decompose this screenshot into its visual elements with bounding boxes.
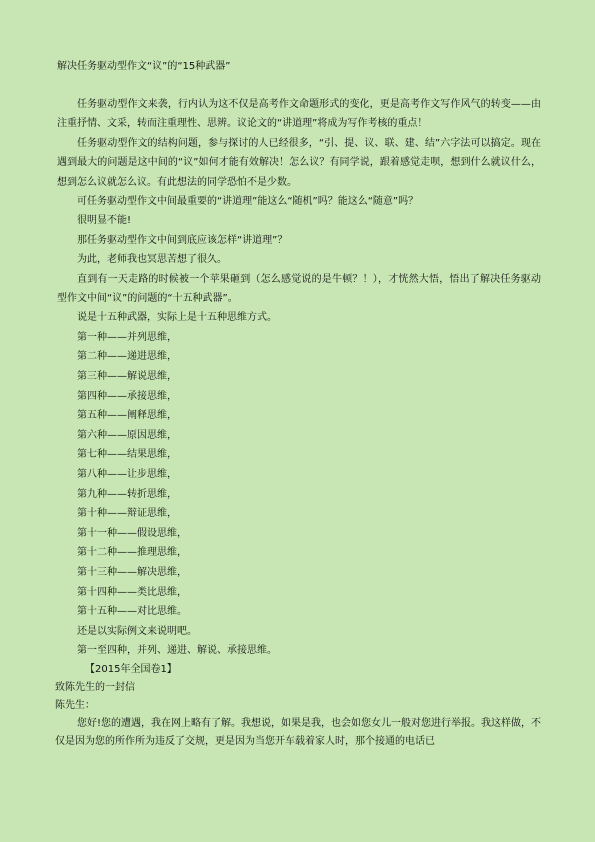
after-list-paragraph-2: 第一至四种，并列、递进、解说、承接思维。 [77,645,277,657]
exam-label: 【2015年全国卷1】 [85,663,177,675]
intro-paragraph-5: 那任务驱动型作文中间到底应该怎样“讲道理”？ [77,234,288,246]
intro-paragraph-7: 直到有一天走路的时候被一个苹果砸到（怎么感觉说的是牛顿？！），才恍然大悟，悟出了解决任务驱动型作文中间“议”的问题的“十五种武器”。 [57,273,541,305]
list-item: 第二种——递进思维， [77,351,177,363]
document-body [57,95,541,752]
list-item: 第十一种——假设思维， [77,527,187,539]
letter-paragraph: 您好!您的遭遇，我在网上略有了解。我想说，如果是我，也会如您女儿一般对您进行举报。我这样做，不仅是因为您的所作所为违反了交规，更是因为当您开车载着家人时，那个接通的电话已 [55,717,542,748]
list-item: 第十二种——推理思维， [77,547,187,559]
list-item: 第十五种——对比思维。 [77,606,187,618]
list-item: 第十四种——类比思维， [77,586,187,598]
intro-paragraph-3: 可任务驱动型作文中间最重要的“讲道理”能这么“随机”吗？能这么“随意”吗？ [77,196,419,208]
list-item: 第五种——阐释思维， [77,410,177,422]
intro-paragraph-2: 任务驱动型作文的结构问题，参与探讨的人已经很多，“引、提、议、联、建、结”六字法可以搞定。现在遇到最大的问题是这中间的“议”如何才能有效解决！怎么议？有同学说，跟着感觉走呗，想到什么就议什么，想到怎么议就怎么议。有此想法的同学恐怕不是少数。 [57,137,541,188]
intro-paragraph-1: 任务驱动型作文来袭，行内认为这不仅是高考作文命题形式的变化，更是高考作文写作风气的转变——由注重抒情、文采，转而注重理性、思辨。议论文的“讲道理”将成为写作考核的重点！ [57,99,541,130]
intro-paragraph-4: 很明显不能! [77,215,132,227]
letter-title: 致陈先生的一封信 [55,681,135,693]
intro-paragraph-6: 为此，老师我也冥思苦想了很久。 [77,254,227,266]
intro-paragraph-8: 说是十五种武器，实际上是十五种思维方式。 [77,312,277,324]
list-item: 第八种——让步思维， [77,469,177,481]
letter-salutation: 陈先生： [55,699,95,711]
list-item: 第十种——辩证思维， [77,508,177,520]
list-item: 第七种——结果思维， [77,449,177,461]
list-item: 第六种——原因思维， [77,429,177,441]
after-list-paragraph-1: 还是以实际例文来说明吧。 [77,625,197,637]
list-item: 第一种——并列思维， [77,331,177,343]
document-title: 解决任务驱动型作文“议”的“15种武器” [57,61,231,72]
list-item: 第三种——解说思维， [77,371,177,383]
list-item: 第九种——转折思维， [77,488,177,500]
list-item: 第十三种——解决思维， [77,567,187,578]
list-item: 第四种——承接思维， [77,390,177,402]
thinking-methods-list [57,328,541,622]
